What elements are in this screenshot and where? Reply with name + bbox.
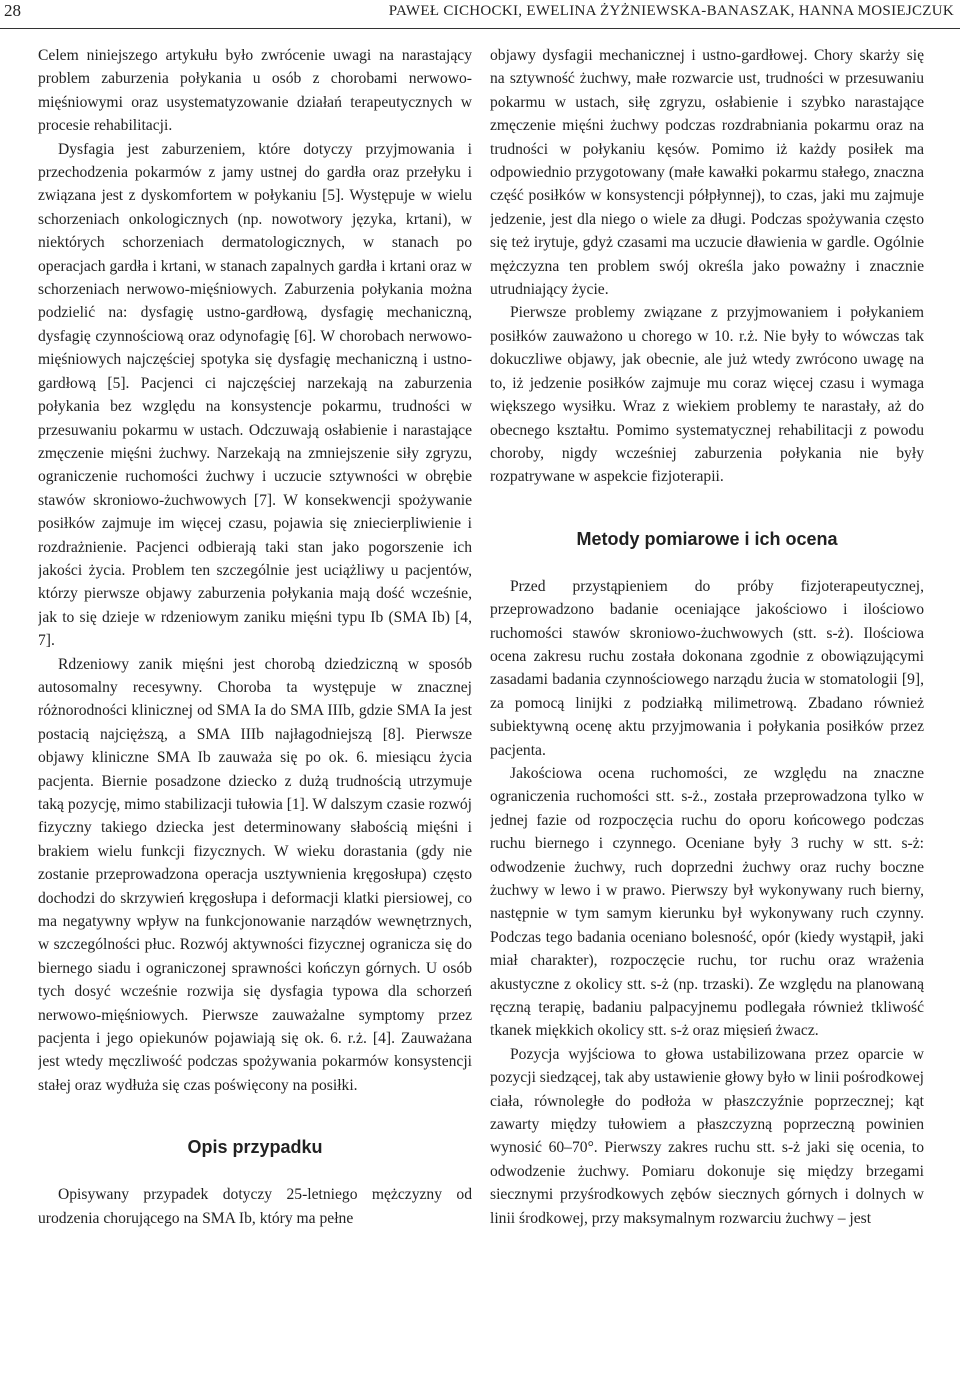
paragraph-case-description: Opisywany przypadek dotyczy 25-letniego mężczyzny od urodzenia chorującego na SMA Ib, który ma pełne (38, 1186, 472, 1227)
paragraph-qualitative-assessment: Jakościowa ocena ruchomości, ze względu na znaczne ograniczenia ruchomości stt. s-ż., została przeprowadzona tylko w jednej fazie od rozpoczęcia ruchu do oporu końcowego podczas ruchu biernego i czynnego. Oceniane były 3 ruchy w stt. s-ż: odwodzenie żuchwy, ruch doprzedni żuchwy oraz ruchy boczne żuchwy w lewo i w prawo. Pierwszy był wykonywany ruch bierny, następnie w tym samym kierunku był wykonywany ruch czynny. Podczas tego badania oceniano bolesność, opór (kiedy wystąpił, jaki miał charakter), rozpoczęcie ruchu, tor ruchu oraz wrażenia akustyczne z okolicy stt. s-ż (np. trzaski). Ze względu na planowaną ręczną terapię, badaniu palpacyjnemu podlegała również tkliwość tkanek miękkich okolicy stt. s-ż oraz mięsień żwacz. (490, 764, 924, 1040)
section-heading-methods: Metody pomiarowe i ich ocena (576, 528, 838, 549)
paragraph-aim: Celem niniejszego artykułu było zwrócenie uwagi na narastający problem zaburzenia połykania u osób z chorobami nerwowo-mięśniowymi oraz usystematyzowanie działań terapeutycznych w procesie rehabilitacji. (38, 47, 472, 135)
section-heading-case: Opis przypadku (187, 1137, 323, 1158)
paragraph-dysphagia: Dysfagia jest zaburzeniem, które dotyczy przyjmowania i przechodzenia pokarmów z jamy ustnej do gardła oraz przełyku i związana jest z dyskomfortem w połykaniu [5]. Występuje w wielu schorzeniach onkologicznych (np. nowotwory języka, krtani), w niektórych schorzeniach dermatologicznych, w stanach po operacjach gardła i krtani, w stanach zapalnych gardła i krtani oraz w schorzeniach nerwowo-mięśniowych. Zaburzenia połykania można podzielić na: dysfagię ustno-gardłową, dysfagię mechaniczną, dysfagię czynnościową oraz odynofagię [6]. W chorobach nerwowo-mięśniowych najczęściej spotyka się dysfagię mechaniczną i ustno-gardłową [5]. Pacjenci ci najczęściej narzekają na zaburzenia połykania bez względu na konsystencje pokarmu, trudności w przesuwaniu pokarmu w ustach. Odczuwają osłabienie i narastające zmęczenie mięśni żuchwy. Narzekają na zmniejszenie siły zgryzu, ograniczenie ruchomości żuchwy i uczucie sztywności w obrębie stawów skroniowo-żuchwowych [7]. W konsekwencji spożywanie posiłków zajmuje im więcej czasu, pojawia się zniecierpliwienie i rozdrażnienie. Pacjenci odbierają taki stan jako pogorszenie ich jakości życia. Problem ten szczególnie jest uciążliwy u pacjentów, którzy pierwsze objawy zaburzenia połykania mają dość wcześnie, jak to się dzieje w rdzeniowym zaniku mięśni typu Ib (SMA Ib) [4, 7]. (38, 140, 472, 650)
page-number: 28 (4, 1, 21, 20)
right-column (490, 44, 924, 1388)
paragraph-first-problems: Pierwsze problemy związane z przyjmowaniem i połykaniem posiłków zauważono u chorego w 10. r.ż. Nie były to wówczas tak dokuczliwe objawy, jak obecnie, ale już wtedy zwrócono uwagę na to, iż jedzenie posiłków zajmuje mu coraz więcej czasu i wymaga większego wysiłku. Wraz z wiekiem problemy te narastały, aż do obecnego kształtu. Pomimo systematycznej rehabilitacji z powodu choroby, nigdy wcześniej zaburzenia połykania nie były rozpatrywane w aspekcie fizjoterapii. (490, 304, 924, 486)
paragraph-starting-position: Pozycja wyjściowa to głowa ustabilizowana przez oparcie w pozycji siedzącej, tak aby ustawienie głowy było w linii pośrodkowej ciała, równoległe do podłoża w płaszczyźnie poprzecznej; kąt zawarty między tułowiem a płaszczyzną poprzeczną powinien wynosić 60–70°. Pierwszy zakres ruchu stt. s-ż jaki się ocenia, to odwodzenie żuchwy. Pomiaru dokonuje się między brzegami siecznymi przyśrodkowych zębów siecznych górnych i dolnych w linii środkowej, przy maksymalnym rozwarciu żuchwy – jest (490, 1045, 924, 1227)
left-column (38, 44, 472, 1388)
paragraph-methods-intro: Przed przystąpieniem do próby fizjoterapeutycznej, przeprowadzono badanie oceniające jakościowo i ilościowo ruchomości stawów skroniowo-żuchwowych (stt. s-ż). Ilościowa ocena zakresu ruchu została dokonana zgodnie z obowiązującymi zasadami badania czynnościowego narządu żucia w stomatologii [9], za pomocą linijki z podziałką milimetrową. Zbadano również subiektywną ocenę aktu przyjmowania i połykania posiłków przez pacjenta. (490, 577, 924, 759)
page-header (0, 0, 960, 29)
paragraph-case-continuation: objawy dysfagii mechanicznej i ustno-gardłowej. Chory skarży się na sztywność żuchwy, małe rozwarcie ust, trudności w przesuwaniu pokarmu w ustach, siłę zgryzu, osłabienie i szybko narastające zmęczenie mięśni żuchwy podczas rozdrabniania pokarmu oraz na trudności w połykaniu kęsów. Pomimo iż każdy posiłek ma odpowiednio przygotowany (małe kawałki pokarmu stałego, znaczna część posiłków w konsystencji półpłynnej), to czas, jaki mu zajmuje jedzenie, jest dla niego o wiele za długi. Podczas spożywania często się też irytuje, gdyż czasami ma uczucie dławienia w gardle. Ogólnie mężczyzna ten problem swój określa jako poważny i znacznie utrudniający życie. (490, 47, 924, 299)
running-head-authors: PAWEŁ CICHOCKI, EWELINA ŻYŻNIEWSKA-BANASZAK, HANNA MOSIEJCZUK (388, 3, 954, 19)
paragraph-sma: Rdzeniowy zanik mięśni jest chorobą dziedziczną w sposób autosomalny recesywny. Choroba ta występuje w znacznej różnorodności klinicznej od SMA Ia do SMA IIIb, gdzie SMA Ia jest postacią najcięższą, a SMA IIIb najłagodniejszą [8]. Pierwsze objawy kliniczne SMA Ib zauważa się po ok. 6. miesiącu życia pacjenta. Biernie posadzone dziecko z dużą trudnością utrzymuje taką pozycję, mimo stabilizacji tułowia [1]. W dalszym czasie rozwój fizyczny takiego dziecka jest determinowany słabością mięśni i brakiem wielu funkcji fizycznych. W wieku dorastania (gdy nie zostanie przeprowadzona operacja usztywnienia kręgosłupa) często dochodzi do skrzywień kręgosłupa i deformacji klatki piersiowej, co ma negatywny wpływ na funkcjonowanie narządów wewnętrznych, w szczególności płuc. Rozwój aktywności fizycznej ogranicza się do biernego siadu i ograniczonej sprawności kończyn górnych. U osób tych dosyć wcześnie rozwija się dysfagia typowa dla schorzeń nerwowo-mięśniowych. Pierwsze zauważalne symptomy przez pacjenta i jego opiekunów pojawiają się ok. 6. r.ż. [4]. Zauważana jest wtedy męczliwość podczas spożywania pokarmów konsystencji stałej oraz wydłuża się czas poświęcony na posiłki. (38, 655, 472, 1094)
